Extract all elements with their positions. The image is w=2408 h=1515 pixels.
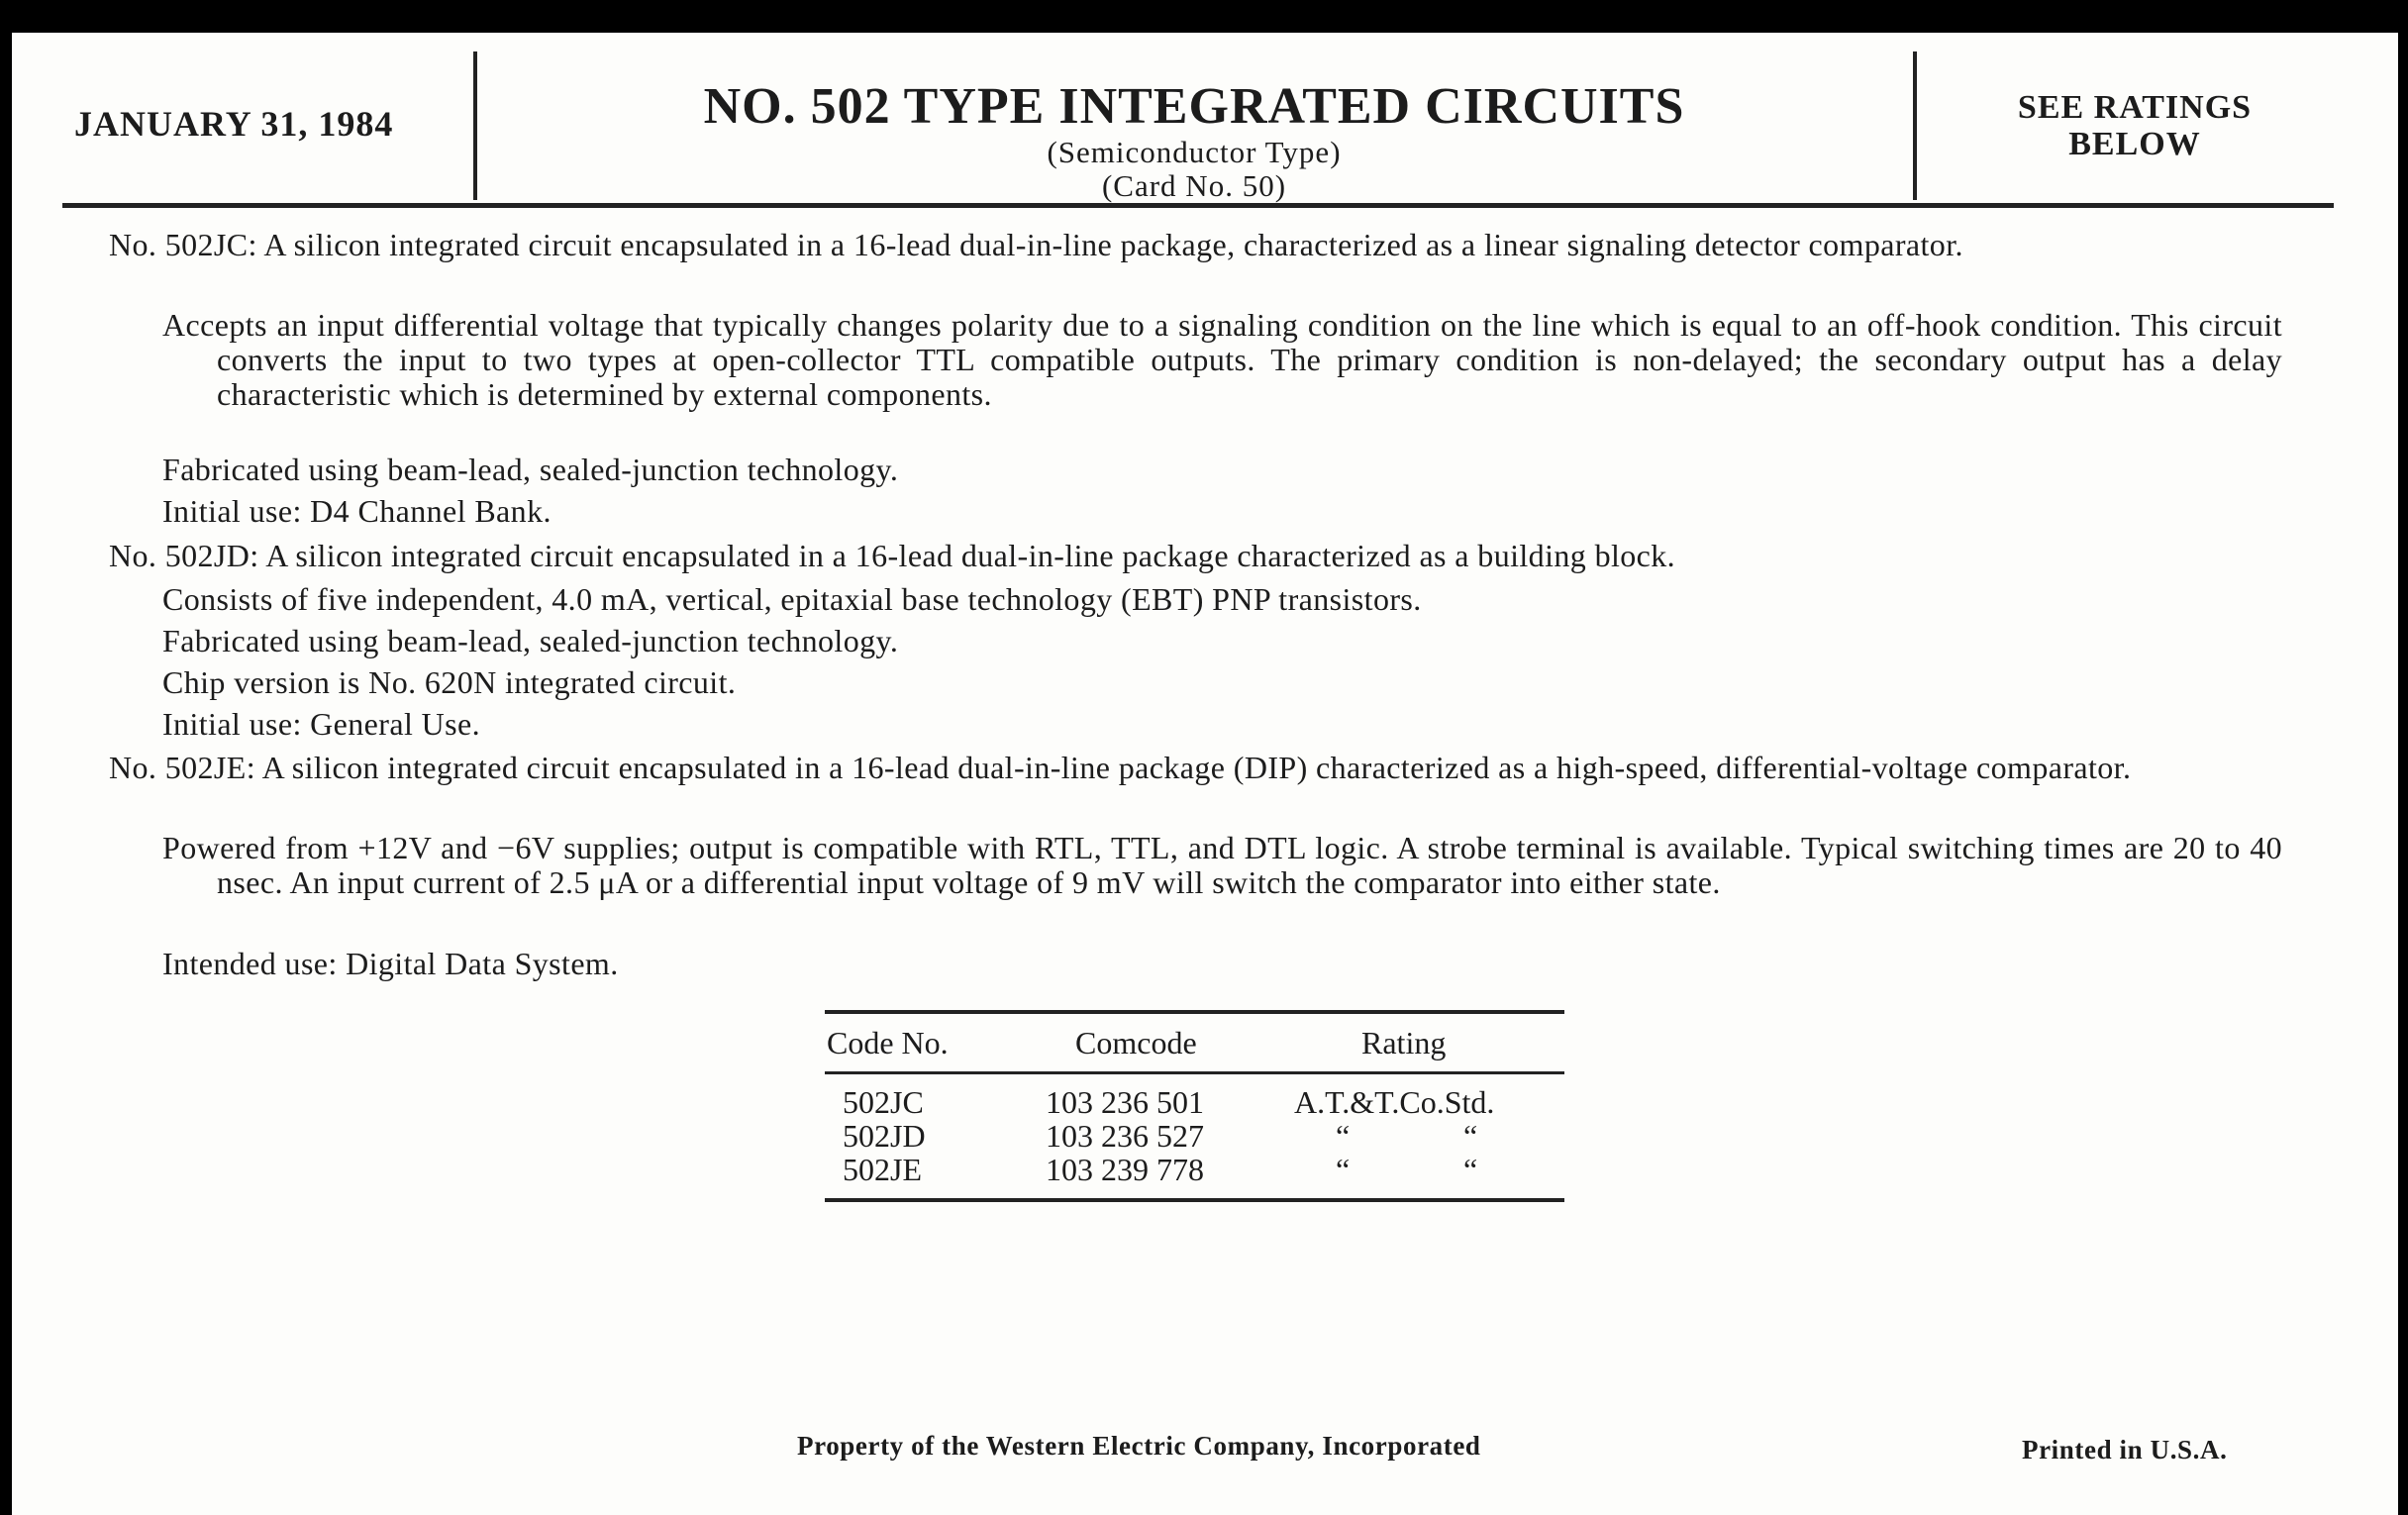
section-502jd-description: Consists of five independent, 4.0 mA, vertical, epitaxial base technology (EBT) PNP transistors.: [162, 581, 1422, 617]
ratings-note-line-1: SEE RATINGS: [2017, 89, 2253, 126]
header-subtitle: (Semiconductor Type): [1047, 135, 1342, 169]
section-502jc-description: Accepts an input differential voltage that typically changes polarity due to a signaling condition on the line which is equal to an off-hook condition. This circuit converts the input to two types at open-collector TTL compatible outputs. The primary condition is non-delayed; the secondary output has a delay characteristic which is determined by external components.: [162, 307, 2282, 412]
section-502jc-intro: No. 502JC: A silicon integrated circuit encapsulated in a 16-lead dual-in-line package, characterized as a linear signaling detector comparator.: [109, 227, 1963, 262]
cell-rating: A.T.&T.Co.Std.: [1294, 1084, 1495, 1120]
header-rule: [62, 203, 2334, 208]
table-top-rule: [825, 1010, 1564, 1014]
section-502je-use: Intended use: Digital Data System.: [162, 946, 619, 981]
cell-rating-ditto-b: “: [1463, 1118, 1478, 1154]
footer-property-notice: Property of the Western Electric Company, Incorporated: [797, 1431, 1481, 1461]
section-502jd-fabrication: Fabricated using beam-lead, sealed-junction technology.: [162, 623, 899, 658]
ratings-note-line-2: BELOW: [2068, 126, 2201, 162]
page-title: NO. 502 TYPE INTEGRATED CIRCUITS: [703, 78, 1685, 135]
cell-code: 502JC: [843, 1084, 924, 1120]
column-header-rating: Rating: [1361, 1025, 1447, 1060]
section-502jd-intro: No. 502JD: A silicon integrated circuit encapsulated in a 16-lead dual-in-line package characterized as a building block.: [109, 538, 1676, 573]
column-header-comcode: Comcode: [1075, 1025, 1197, 1060]
cell-rating-ditto-b: “: [1463, 1152, 1478, 1187]
cell-comcode: 103 236 501: [1046, 1084, 1204, 1120]
cell-code: 502JE: [843, 1152, 922, 1187]
table-bottom-rule: [825, 1198, 1564, 1202]
cell-comcode: 103 236 527: [1046, 1118, 1204, 1154]
ratings-table: [825, 1010, 1564, 1204]
section-502jc-use: Initial use: D4 Channel Bank.: [162, 493, 552, 529]
header-card-number: (Card No. 50): [1101, 168, 1287, 203]
cell-rating-ditto-a: “: [1336, 1152, 1351, 1187]
section-502je-description: Powered from +12V and −6V supplies; output is compatible with RTL, TTL, and DTL logic. A strobe terminal is available. Typical switching times are 20 to 40 nsec. An input current of 2.5 μA or a differential input voltage of 9 mV will switch the comparator into either state.: [162, 830, 2282, 900]
section-502jc-fabrication: Fabricated using beam-lead, sealed-junction technology.: [162, 452, 899, 487]
cell-comcode: 103 239 778: [1046, 1152, 1204, 1187]
footer-printed-in: Printed in U.S.A.: [2022, 1435, 2228, 1464]
section-502jd-chip: Chip version is No. 620N integrated circuit.: [162, 664, 737, 700]
section-502je-intro: No. 502JE: A silicon integrated circuit encapsulated in a 16-lead dual-in-line package (DIP) characterized as a high-speed, differential-voltage comparator.: [109, 750, 2132, 785]
cell-code: 502JD: [843, 1118, 926, 1154]
cell-rating-ditto-a: “: [1336, 1118, 1351, 1154]
table-header-rule: [825, 1071, 1564, 1074]
header-ratings-note: [1917, 89, 2353, 162]
section-502jd-use: Initial use: General Use.: [162, 706, 480, 742]
column-header-code: Code No.: [827, 1025, 949, 1060]
header-date: JANUARY 31, 1984: [74, 104, 394, 144]
